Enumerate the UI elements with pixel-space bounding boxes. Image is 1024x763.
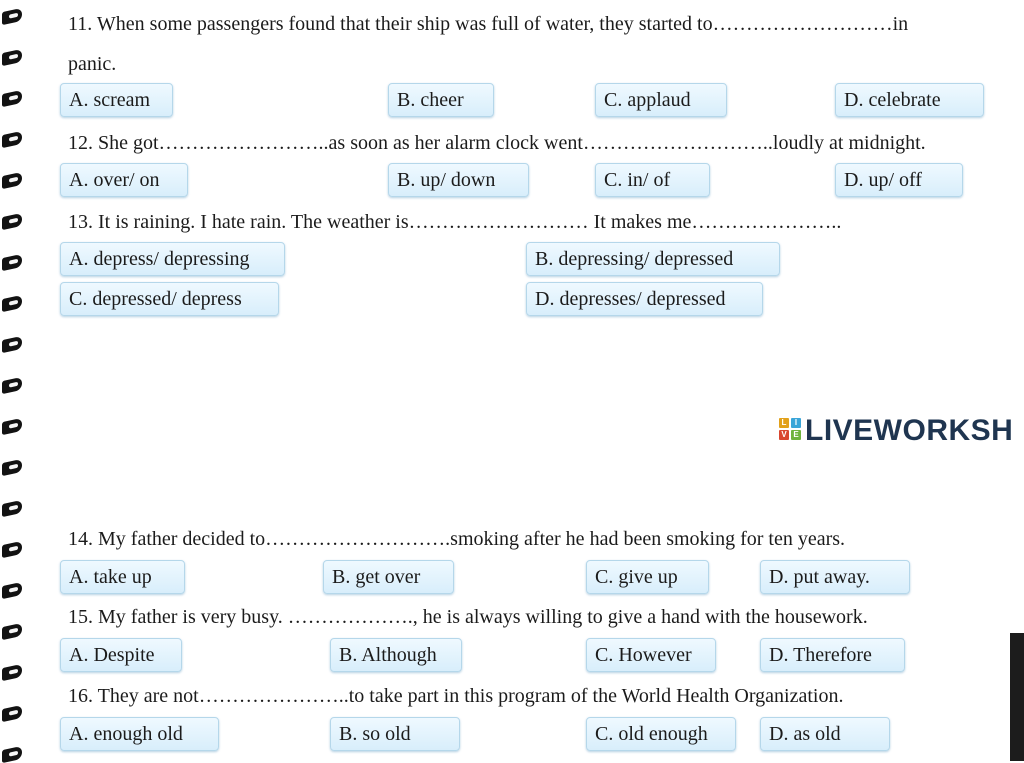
q11-option-a[interactable]: A. scream: [60, 83, 173, 117]
question-14: 14. My father decided to……………………….smoking after he had been smoking for ten years.: [68, 528, 846, 550]
binding-ring: [2, 500, 22, 517]
q13-option-d[interactable]: D. depresses/ depressed: [526, 282, 763, 316]
q12-option-c[interactable]: C. in/ of: [595, 163, 710, 197]
q14-option-a[interactable]: A. take up: [60, 560, 185, 594]
logo-mark-icon: [779, 418, 801, 440]
q12-option-d[interactable]: D. up/ off: [835, 163, 963, 197]
binding-ring: [2, 746, 22, 763]
binding-ring: [2, 541, 22, 558]
binding-ring: [2, 8, 22, 25]
q16-option-d[interactable]: D. as old: [760, 717, 890, 751]
binding-ring: [2, 705, 22, 722]
q16-option-b[interactable]: B. so old: [330, 717, 460, 751]
binding-ring: [2, 49, 22, 66]
q11-option-d[interactable]: D. celebrate: [835, 83, 984, 117]
binding-ring: [2, 213, 22, 230]
binding-ring: [2, 172, 22, 189]
spiral-binding: [0, 0, 36, 761]
q15-option-b[interactable]: B. Although: [330, 638, 462, 672]
binding-ring: [2, 295, 22, 312]
scrollbar-edge: [1010, 633, 1024, 761]
q14-option-b[interactable]: B. get over: [323, 560, 454, 594]
q13-option-b[interactable]: B. depressing/ depressed: [526, 242, 780, 276]
binding-ring: [2, 254, 22, 271]
question-12: 12. She got……………………..as soon as her alarm clock went………………………..loudly at midnight.: [68, 132, 926, 154]
logo-tile: E: [791, 430, 801, 440]
binding-ring: [2, 664, 22, 681]
binding-ring: [2, 459, 22, 476]
q15-option-a[interactable]: A. Despite: [60, 638, 182, 672]
q14-option-c[interactable]: C. give up: [586, 560, 709, 594]
q13-option-c[interactable]: C. depressed/ depress: [60, 282, 279, 316]
q13-option-a[interactable]: A. depress/ depressing: [60, 242, 285, 276]
logo-tile: L: [779, 418, 789, 428]
binding-ring: [2, 131, 22, 148]
q16-option-a[interactable]: A. enough old: [60, 717, 219, 751]
logo-tile: I: [791, 418, 801, 428]
question-13: 13. It is raining. I hate rain. The weather is……………………… It makes me…………………..: [68, 211, 842, 233]
q12-option-b[interactable]: B. up/ down: [388, 163, 529, 197]
question-15: 15. My father is very busy. ………………., he is always willing to give a hand with the housework.: [68, 606, 868, 628]
binding-ring: [2, 90, 22, 107]
question-16: 16. They are not…………………..to take part in this program of the World Health Organization.: [68, 685, 844, 707]
binding-ring: [2, 418, 22, 435]
q14-option-d[interactable]: D. put away.: [760, 560, 910, 594]
binding-ring: [2, 336, 22, 353]
q12-option-a[interactable]: A. over/ on: [60, 163, 188, 197]
logo-text: LIVEWORKSH: [805, 414, 1014, 447]
logo-tile: V: [779, 430, 789, 440]
question-11: 11. When some passengers found that their ship was full of water, they started to………………………in: [68, 13, 909, 35]
q15-option-d[interactable]: D. Therefore: [760, 638, 905, 672]
binding-ring: [2, 377, 22, 394]
binding-ring: [2, 582, 22, 599]
liveworksheets-logo: [779, 414, 1024, 448]
q11-option-b[interactable]: B. cheer: [388, 83, 494, 117]
q16-option-c[interactable]: C. old enough: [586, 717, 736, 751]
binding-ring: [2, 623, 22, 640]
question-11-continued: panic.: [68, 53, 117, 75]
q11-option-c[interactable]: C. applaud: [595, 83, 727, 117]
q15-option-c[interactable]: C. However: [586, 638, 716, 672]
